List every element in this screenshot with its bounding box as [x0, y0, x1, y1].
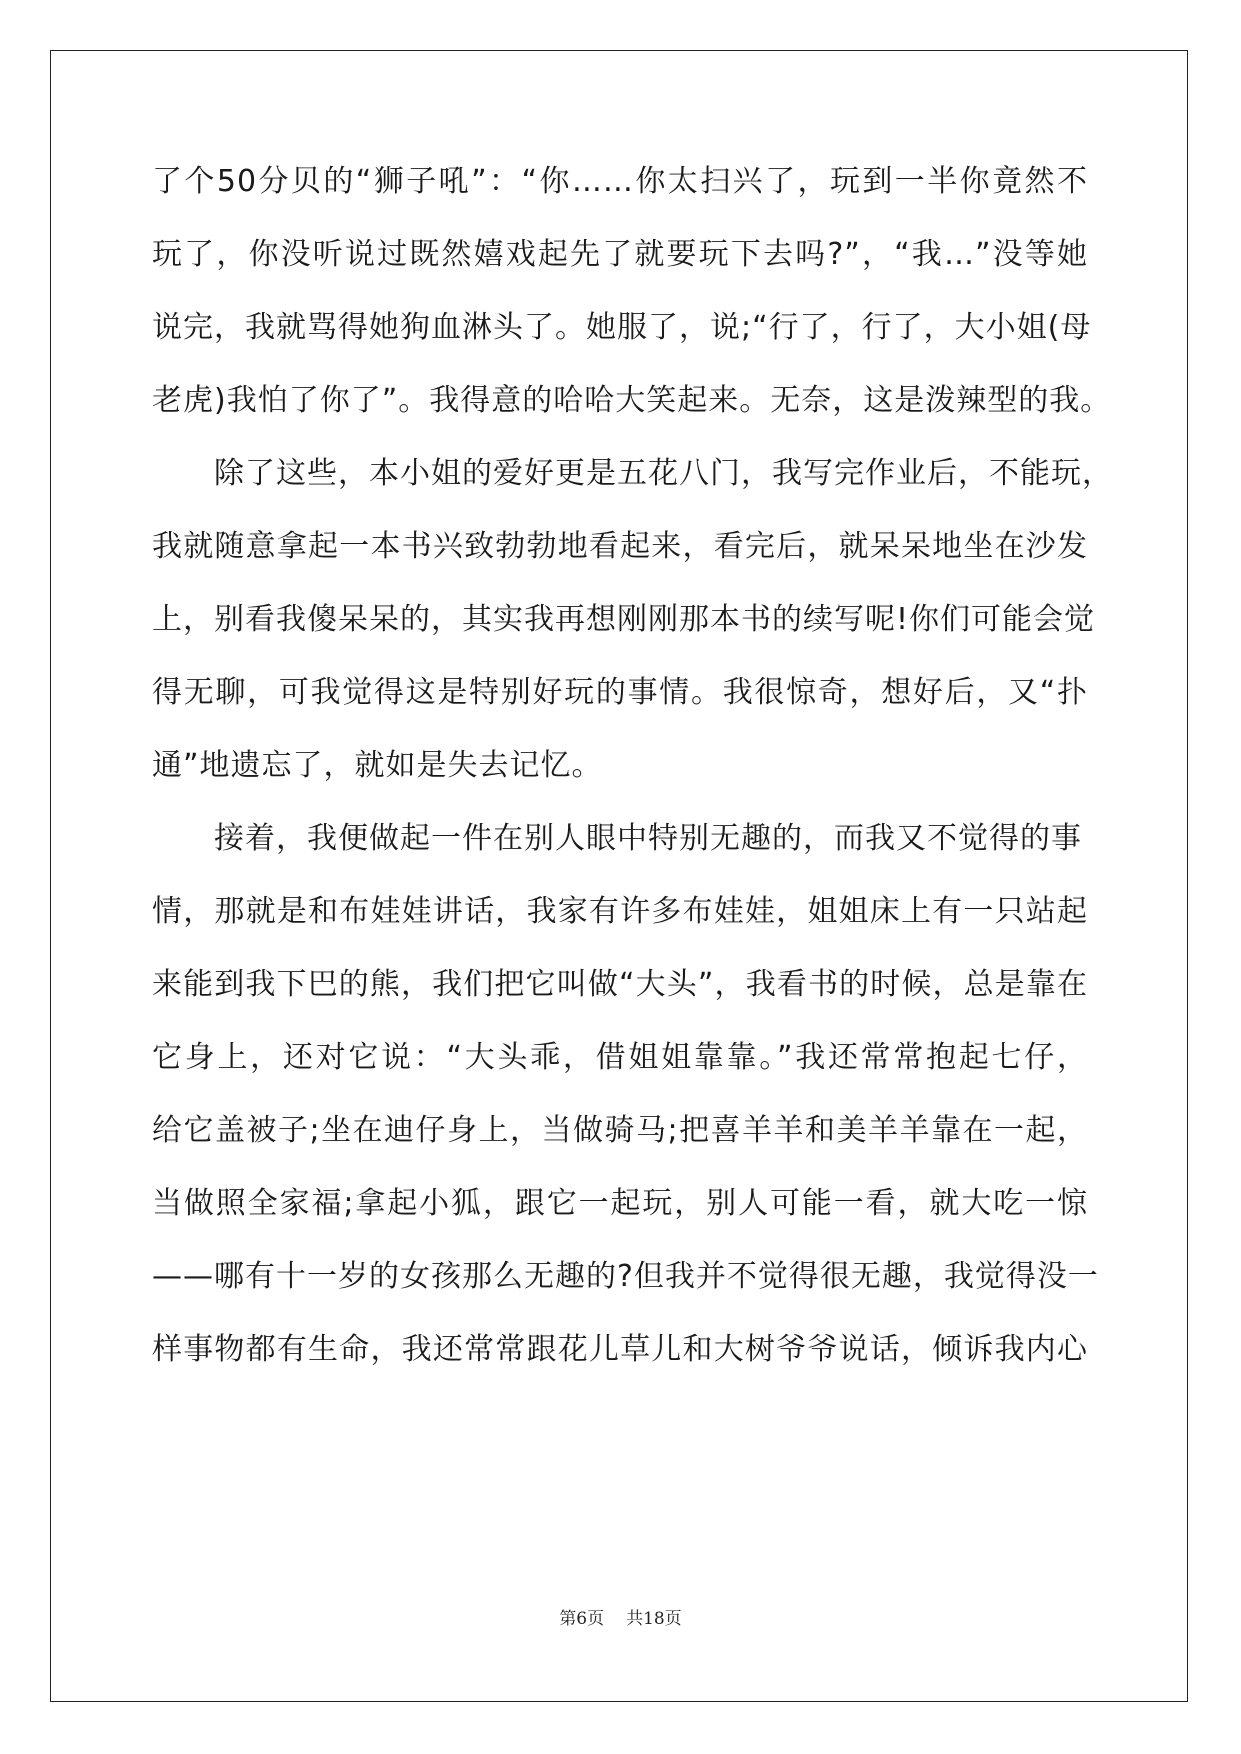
text-line: 情，那就是和布娃娃讲话，我家有许多布娃娃，姐姐床上有一只站起	[152, 894, 1088, 929]
text-line: 上，别看我傻呆呆的，其实我再想刚刚那本书的续写呢!你们可能会觉	[152, 602, 1096, 637]
text-line: 说完，我就骂得她狗血淋头了。她服了，说;“行了，行了，大小姐(母	[152, 310, 1092, 345]
document-body	[152, 160, 1113, 1401]
text-line: ——哪有十一岁的女孩那么无趣的?但我并不觉得很无趣，我觉得没一	[152, 1259, 1099, 1294]
text-line: 当做照全家福;拿起小狐，跟它一起玩，别人可能一看，就大吃一惊	[152, 1186, 1088, 1221]
page-footer	[0, 1604, 1241, 1629]
text-line: 通”地遗忘了，就如是失去记忆。	[152, 748, 603, 783]
text-line: 来能到我下巴的熊，我们把它叫做“大头”，我看书的时候，总是靠在	[152, 967, 1088, 1002]
text-line: 除了这些，本小姐的爱好更是五花八门，我写完作业后，不能玩，	[214, 456, 1113, 491]
text-line: 接着，我便做起一件在别人眼中特别无趣的，而我又不觉得的事	[214, 821, 1082, 856]
text-line: 样事物都有生命，我还常常跟花儿草儿和大树爷爷说话，倾诉我内心	[152, 1332, 1088, 1367]
text-line: 它身上，还对它说：“大头乖，借姐姐靠靠。”我还常常抱起七仔，	[152, 1040, 1088, 1075]
text-line: 得无聊，可我觉得这是特别好玩的事情。我很惊奇，想好后，又“扑	[152, 675, 1088, 710]
text-line: 老虎)我怕了你了”。我得意的哈哈大笑起来。无奈，这是泼辣型的我。	[152, 383, 1112, 418]
text-line: 了个50分贝的“狮子吼”：“你……你太扫兴了，玩到一半你竟然不	[152, 164, 1088, 199]
page-number-total: 共18页	[626, 1609, 682, 1629]
page-number-current: 第6页	[559, 1609, 605, 1629]
text-line: 给它盖被子;坐在迪仔身上，当做骑马;把喜羊羊和美羊羊靠在一起，	[152, 1113, 1088, 1148]
text-line: 玩了，你没听说过既然嬉戏起先了就要玩下去吗?”，“我…”没等她	[152, 237, 1088, 272]
text-line: 我就随意拿起一本书兴致勃勃地看起来，看完后，就呆呆地坐在沙发	[152, 529, 1088, 564]
